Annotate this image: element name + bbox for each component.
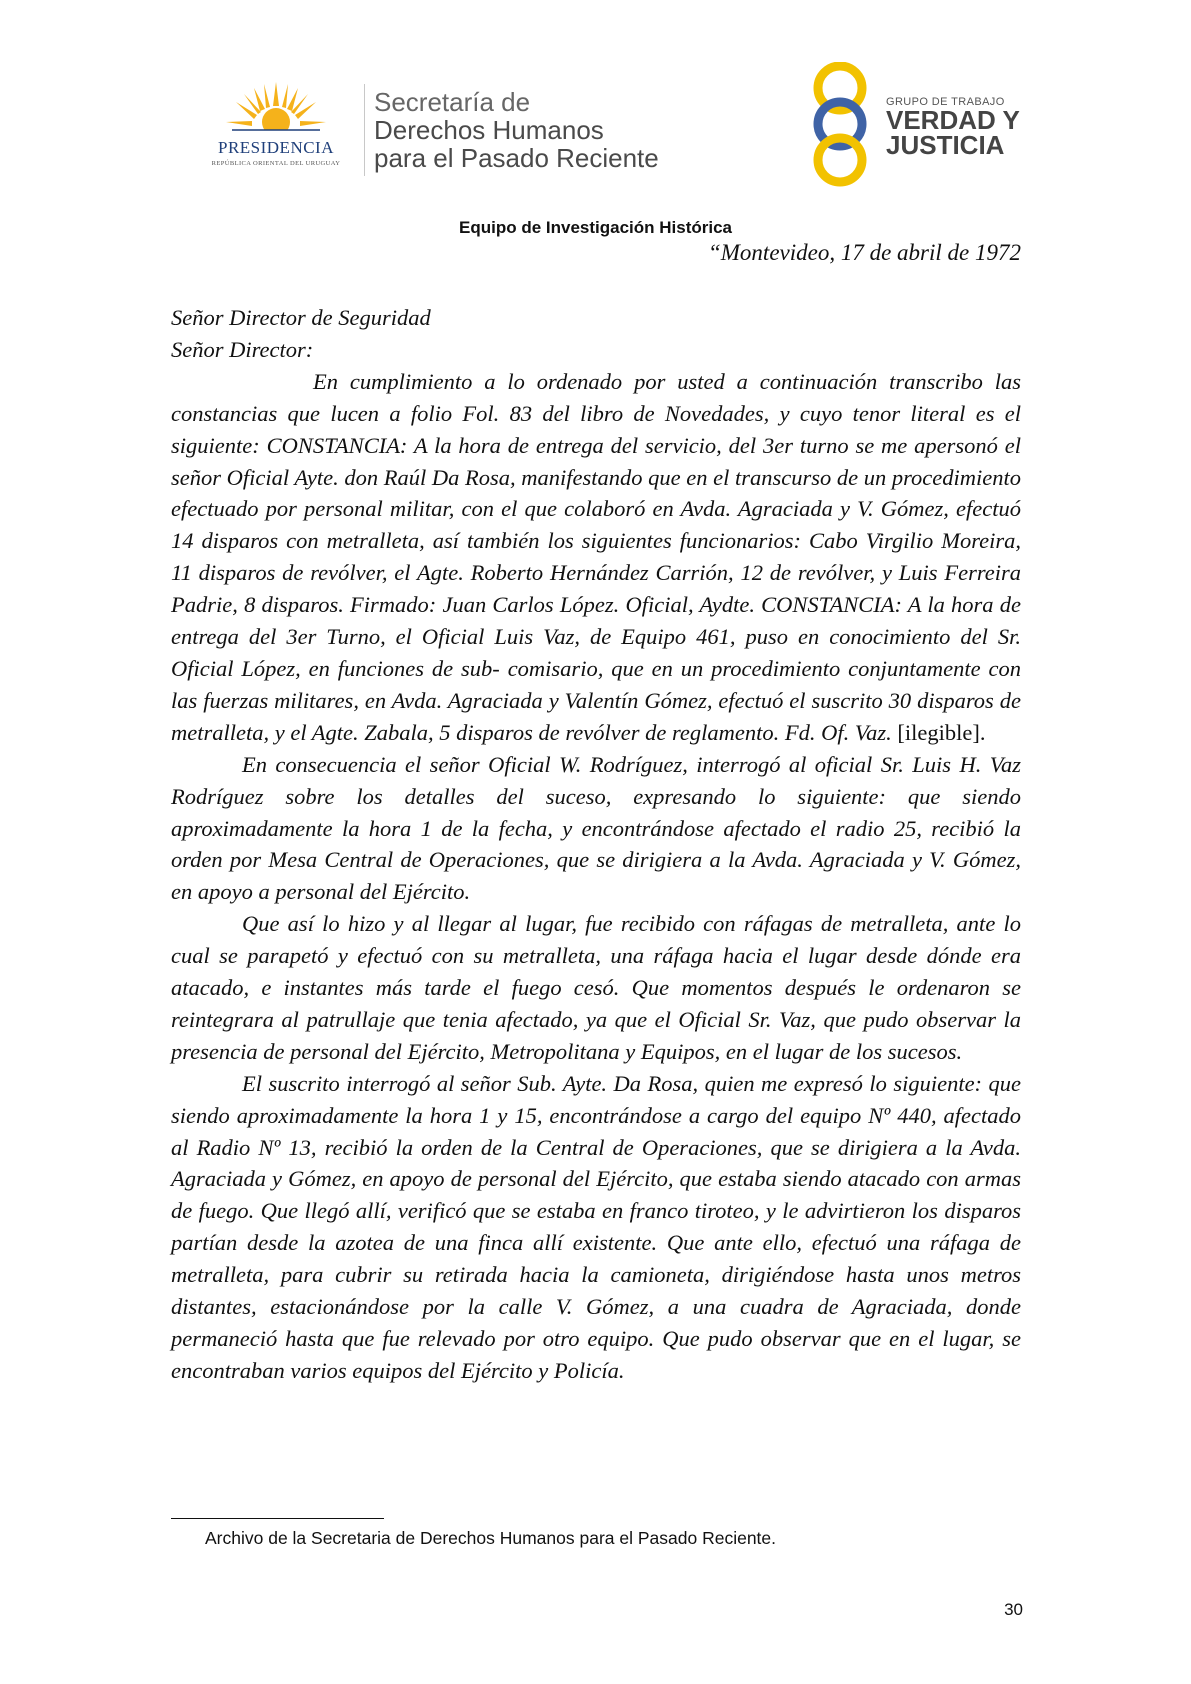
presidencia-label: PRESIDENCIA xyxy=(217,138,334,157)
page-header xyxy=(0,0,1191,200)
paragraph-1 xyxy=(171,366,1021,749)
vyj-line-1: VERDAD Y xyxy=(886,105,1020,135)
page-number: 30 xyxy=(1004,1600,1023,1619)
salutation-2: Señor Director: xyxy=(171,336,314,362)
presidencia-logo xyxy=(196,80,356,180)
header-divider xyxy=(364,84,365,176)
verdad-justicia-text xyxy=(886,96,1020,158)
footnote: Archivo de la Secretaria de Derechos Humanos para el Pasado Reciente. xyxy=(205,1528,777,1548)
paragraph-3: Que así lo hizo y al llegar al lugar, fue recibido con ráfagas de metralleta, ante lo cual se parapetó y efectuó con su metralleta, una ráfaga hacia el lugar desde dónde era atacado, e instantes más tarde el fuego cesó. Que momentos después le ordenaron se reintegrara al patrullaje que tenia afectado, ya que el Oficial Sr. Vaz, que pudo observar la presencia de personal del Ejército, Metropolitana y Equipos, en el lugar de los sucesos. xyxy=(171,911,1021,1064)
document-heading: Equipo de Investigación Histórica xyxy=(459,218,732,237)
secretaria-line-3: para el Pasado Reciente xyxy=(374,143,659,173)
dateline: “Montevideo, 17 de abril de 1972 xyxy=(707,240,1021,265)
document-body xyxy=(171,302,1021,1387)
paragraph-4: El suscrito interrogó al señor Sub. Ayte. Da Rosa, quien me expresó lo siguiente: que siendo aproximadamente la hora 1 y 15, encontrándose a cargo del equipo Nº 440, afectado al Radio Nº 13, recibió la orden de la Central de Operaciones, que se dirigiera a la Avda. Agraciada y Gómez, en apoyo de personal del Ejército, que estaba siendo atacado con armas de fuego. Que llegó allí, verificó que se estaba en franco tiroteo, y le advirtieron los disparos partían desde la azotea de una finca allí existente. Que ante ello, efectuó una ráfaga de metralleta, para cubrir su retirada hacia la camioneta, dirigiéndose hasta unos metros distantes, estacionándose por la calle V. Gómez, a una cuadra de Agraciada, donde permaneció hasta que fue relevado por otro equipo. Que pudo observar que en el lugar, se encontraban varios equipos del Ejército y Policía. xyxy=(171,1070,1021,1383)
illegible-mark: [ilegible]. xyxy=(897,719,986,745)
vyj-group-label: GRUPO DE TRABAJO xyxy=(886,96,1005,108)
paragraph-1-text: En cumplimiento a lo ordenado por usted a continuación transcribo las constancias que lucen a folio Fol. 83 del libro de Novedades, y cuyo tenor literal es el siguiente: CONSTANCIA: A la hora de entrega del servicio, del 3er turno se me apersonó el señor Oficial Ayte. don Raúl Da Rosa, manifestando que en el transcurso de un procedimiento efectuado por personal militar, con el que colaboró en Avda. Agraciada y V. Gómez, efectuó 14 disparos con metralleta, así también los siguientes funcionarios: Cabo Virgilio Moreira, 11 disparos de revólver, el Agte. Roberto Hernández Carrión, 12 de revólver, y Luis Ferreira Padrie, 8 disparos. Firmado: Juan Carlos López. Oficial, Aydte. CONSTANCIA: A la hora de entrega del 3er Turno, el Oficial Luis Vaz, de Equipo 461, puso en conocimiento del Sr. Oficial López, en funciones de sub- comisario, que en un procedimiento conjuntamente con las fuerzas militares, en Avda. Agraciada y Valentín Gómez, efectuó el suscrito 30 disparos de metralleta, y el Agte. Zabala, 5 disparos de revólver de reglamento. Fd. Of. Vaz. xyxy=(171,368,1021,745)
secretaria-line-2: Derechos Humanos xyxy=(374,115,604,145)
sun-icon xyxy=(224,80,328,140)
salutation-1: Señor Director de Seguridad xyxy=(171,305,431,330)
secretaria-logo-text xyxy=(374,88,659,172)
presidencia-sublabel: REPÚBLICA ORIENTAL DEL URUGUAY xyxy=(211,160,341,167)
paragraph-2: En consecuencia el señor Oficial W. Rodríguez, interrogó al oficial Sr. Luis H. Vaz Rodríguez sobre los detalles del suceso, expresando lo siguiente: que siendo aproximadamente la hora 1 de la fecha, y encontrándose afectado el radio 25, recibió la orden por Mesa Central de Operaciones, que se dirigiera a la Avda. Agraciada y V. Gómez, en apoyo a personal del Ejército. xyxy=(171,751,1021,905)
verdad-justicia-logo xyxy=(808,62,1028,188)
vyj-line-2: JUSTICIA xyxy=(886,130,1005,160)
secretaria-line-1: Secretaría de xyxy=(374,87,531,117)
rings-icon xyxy=(808,62,888,188)
footnote-separator xyxy=(171,1518,384,1519)
